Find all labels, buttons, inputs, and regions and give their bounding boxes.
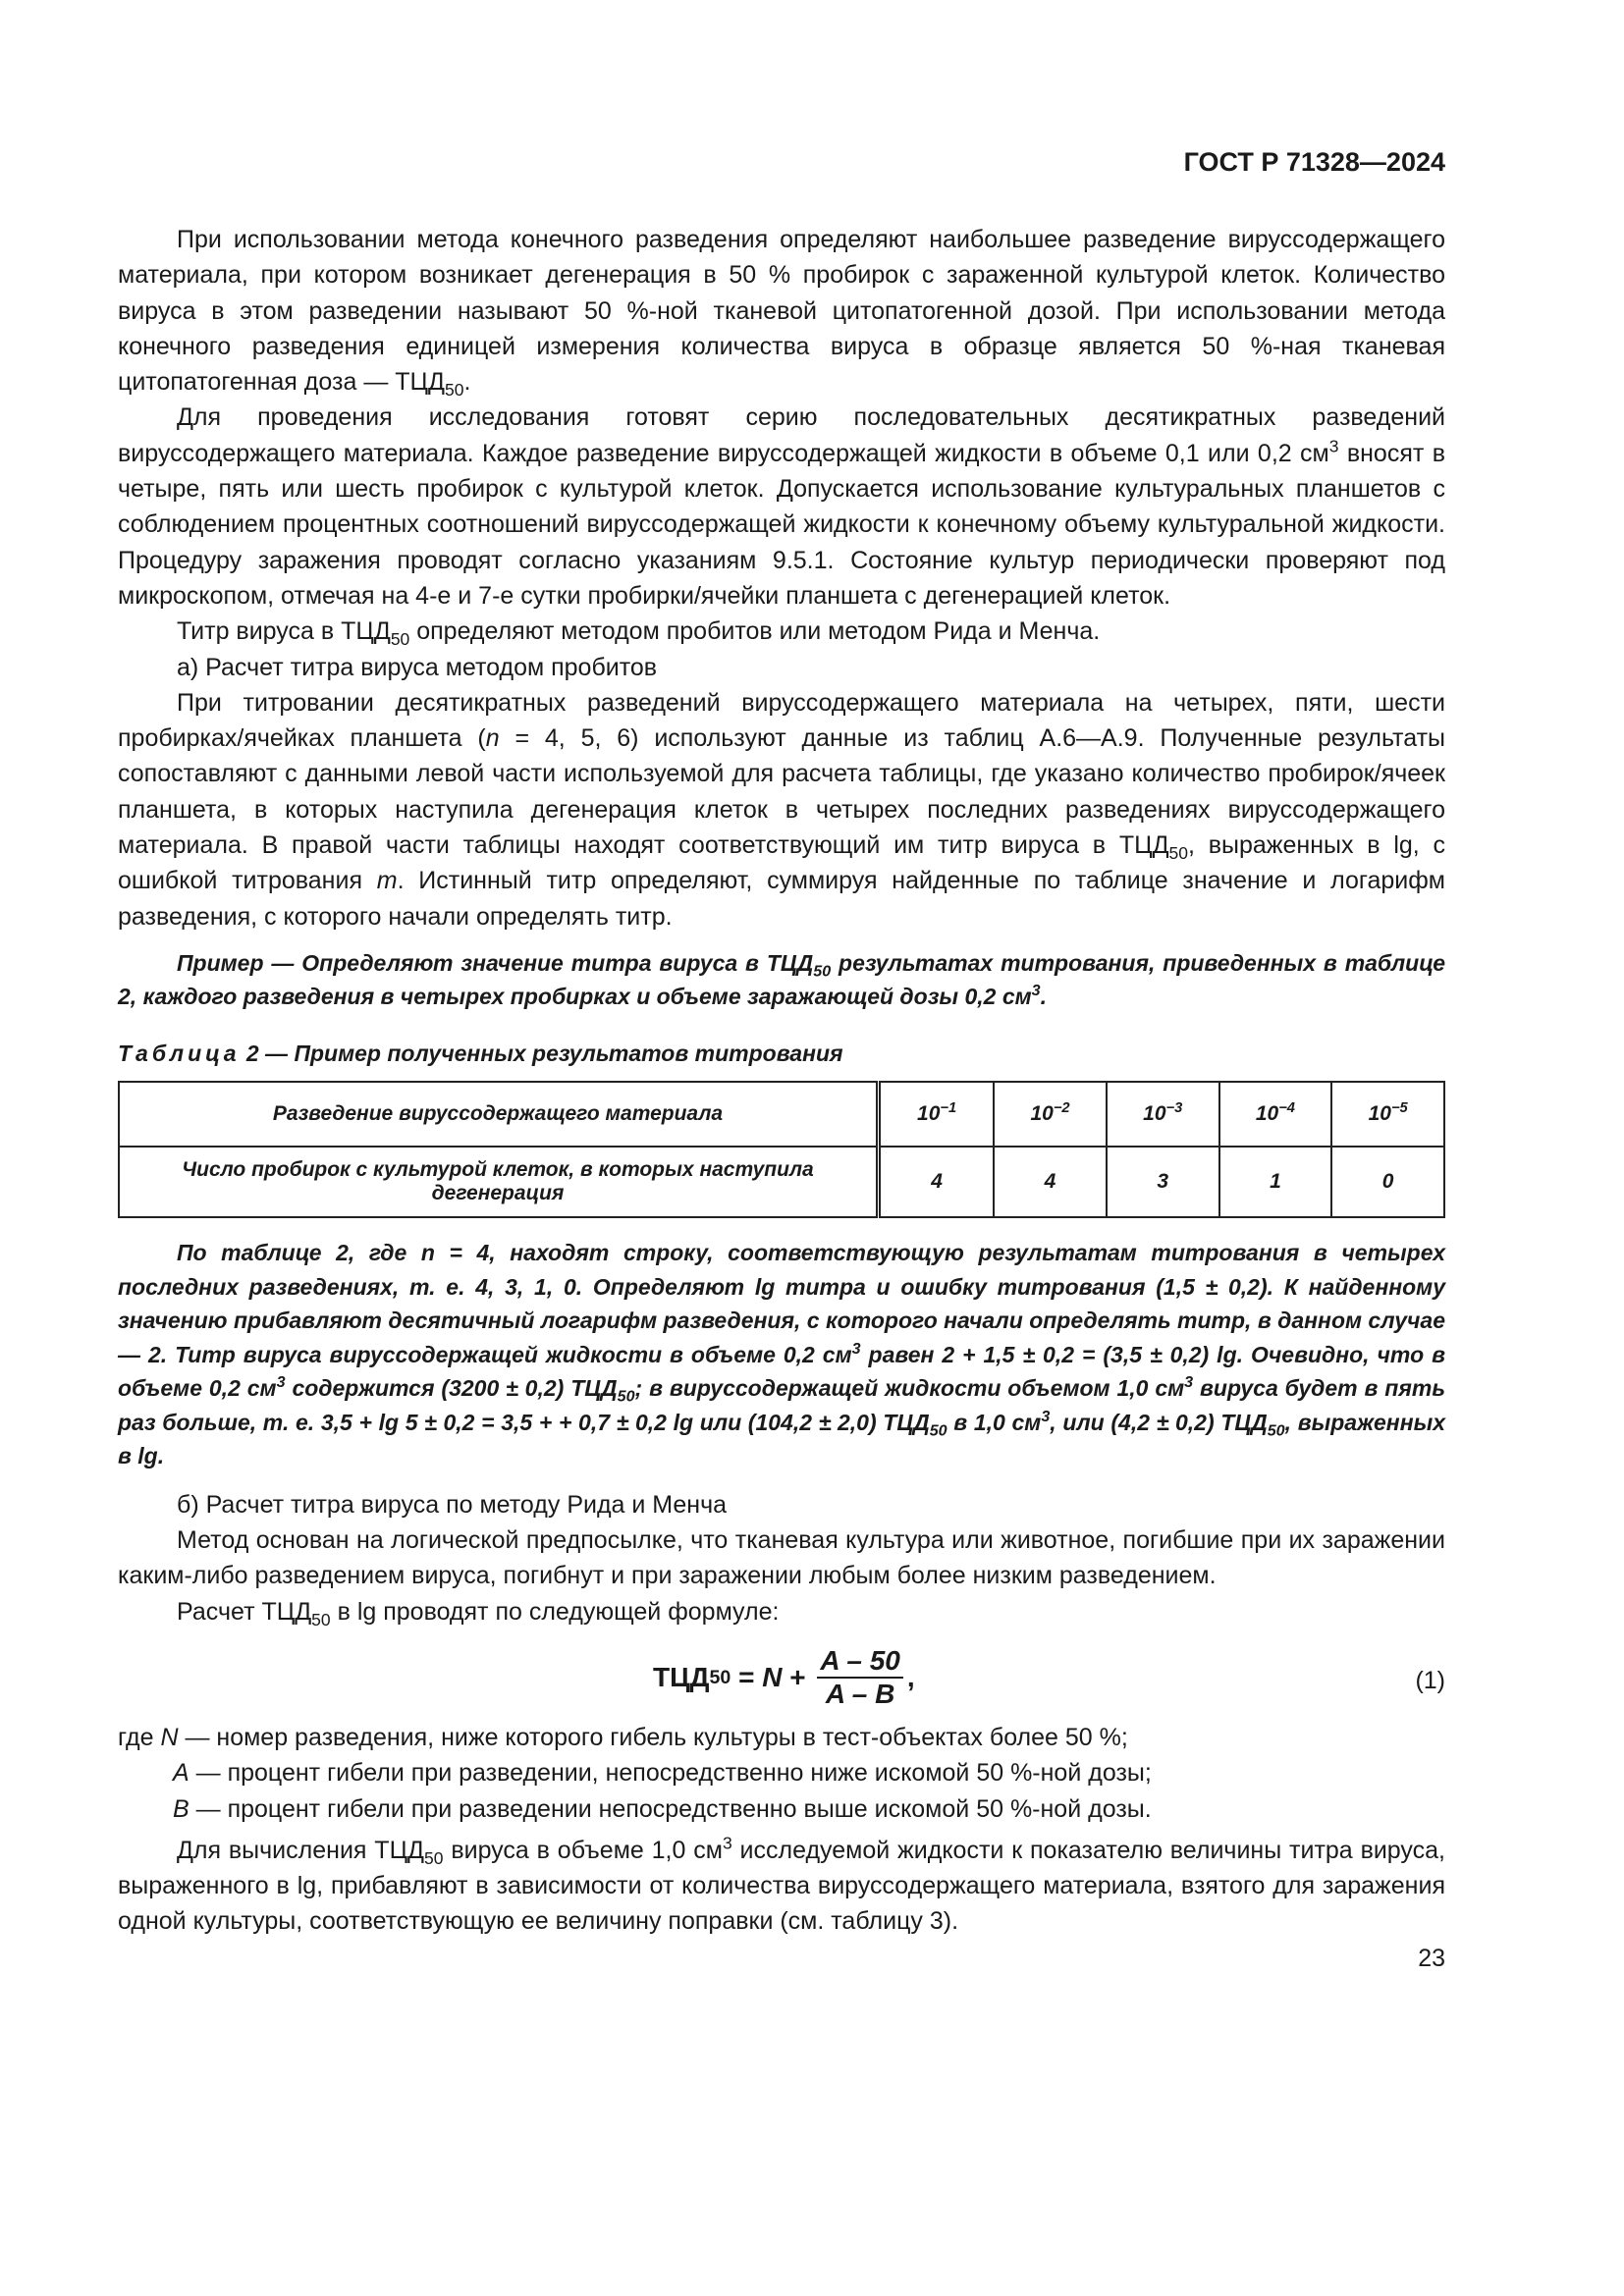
table-2 [118, 1081, 1445, 1218]
table-row-label: Число пробирок с культурой клеток, в которых наступила дегенерация [119, 1147, 879, 1217]
variable-definition-b: B — процент гибели при разведении непосредственно выше искомой 50 %-ной дозы. [173, 1794, 1152, 1823]
table-2-caption: Таблица 2 — Пример полученных результатов титрования [118, 1040, 843, 1066]
document-body [118, 222, 1445, 1940]
page-number: 23 [1418, 1945, 1445, 1972]
paragraph-formula-intro: Расчет $ТЦД_{50}$ в lg проводят по следующей формуле: [177, 1597, 780, 1629]
table-cell-dilution: $10^{-2}$ [994, 1082, 1107, 1147]
formula-expression: ТЦД 50 = N + $\frac{A - 50}{A - B}$ , [653, 1644, 915, 1709]
table-cell-dilution: $10^{-5}$ [1331, 1082, 1444, 1147]
table-cell-count: 4 [879, 1147, 995, 1217]
example-probit: Пример — Определяют значение титра вируса в $ТЦД_{50}$ результатах титрования, приведенных в таблице 2, каждого разведения в четырех пробирках и объеме заражающей дозы 0,2 $см^3$. [118, 949, 1446, 1010]
table-cell-count: 4 [994, 1147, 1107, 1217]
table-cell-count: 0 [1331, 1147, 1444, 1217]
table-cell-count: 3 [1107, 1147, 1219, 1217]
table-cell-dilution: $10^{-4}$ [1219, 1082, 1332, 1147]
table-row [119, 1082, 1444, 1147]
paragraph-probit-method: При титровании десятикратных разведений вируссодержащего материала на четырех, пяти, шести пробирках/ячейках планшета (n = 4, 5, 6) используют данные из таблиц А.6—А.9. Полученные результаты сопоставляют с данными левой части используемой для расчета таблицы, где указано количество пробирок/ячеек планшета, в которых наступила дегенерация клеток в четырех последних разведениях вируссодержащего материала. В правой части таблицы находят соответствующий им титр вируса в $ТЦД_{50}$, выраженных в lg, с ошибкой титрования m. Истинный титр определяют, суммируя найденные по таблице значение и логарифм разведения, с которого начали определять титр. [118, 688, 1445, 931]
section-b-heading: б) Расчет титра вируса по методу Рида и Менча [177, 1490, 728, 1519]
formula-number: (1) [1415, 1666, 1445, 1694]
paragraph-preparation: Для проведения исследования готовят серию последовательных десятикратных разведений вируссодержащего материала. Каждое разведение вируссодержащей жидкости в объеме 0,1 или 0,2 $см^3$ вносят в четыре, пять или шесть пробирок с культурой клеток. Допускается использование культуральных планшетов с соблюдением процентных соотношений вируссодержащей жидкости к конечному объему культуральной жидкости. Процедуру заражения проводят согласно указаниям 9.5.1. Состояние культур периодически проверяют под микроскопом, отмечая на 4-е и 7-е сутки пробирки/ячейки планшета с дегенерацией клеток. [118, 403, 1445, 610]
example-table-2-calculation: По таблице 2, где n = 4, находят строку, соответствующую результатам титрования в четырех последних разведениях, т. е. 4, 3, 1, 0. Определяют lg титра и ошибку титрования (1,5 ± 0,2). К найденному значению прибавляют десятичный логарифм разведения, с которого начали определять титр, в данном случае — 2. Титр вируса вируссодержащей жидкости в объеме 0,2 $см^3$ равен 2 + 1,5 ± 0,2 = (3,5 ± 0,2) lg. Очевидно, что в объеме 0,2 $см^3$ содержится (3200 ± 0,2) $ТЦД_{50}$; в вируссодержащей жидкости объемом 1,0 $см^3$ вируса будет в пять раз больше, т. е. 3,5 + lg 5 ± 0,2 = 3,5 + + 0,7 ± 0,2 lg или (104,2 ± 2,0) $ТЦД_{50}$ в 1,0 $см^3$, или (4,2 ± 0,2) $ТЦД_{50}$, выраженных в lg. [118, 1240, 1446, 1469]
variable-definition-n: где N — номер разведения, ниже которого гибель культуры в тест-объектах более 50 %; [118, 1723, 1128, 1751]
paragraph-correction: Для вычисления $ТЦД_{50}$ вируса в объеме 1,0 $см^3$ исследуемой жидкости к показателю величины титра вируса, выраженного в lg, прибавляют в зависимости от количества вируссодержащего материала, взятого для заражения одной культуры, соответствующую ее величину поправки (см. таблицу 3). [118, 1833, 1446, 1936]
variable-definition-a: A — процент гибели при разведении, непосредственно ниже искомой 50 %-ной дозы; [173, 1759, 1152, 1788]
document-header: ГОСТ Р 71328—2024 [1183, 147, 1445, 177]
table-cell-count: 1 [1219, 1147, 1332, 1217]
formula-1 [118, 1639, 1445, 1720]
table-cell-dilution: $10^{-3}$ [1107, 1082, 1219, 1147]
table-row [119, 1147, 1444, 1217]
section-a-heading: а) Расчет титра вируса методом пробитов [177, 653, 658, 681]
table-cell-dilution: $10^{-1}$ [879, 1082, 995, 1147]
formula-fraction: $\frac{A - 50}{A - B}$ [817, 1645, 902, 1710]
table-row-label: Разведение вируссодержащего материала [119, 1082, 879, 1147]
paragraph-endpoint-dilution: При использовании метода конечного разведения определяют наибольшее разведение вируссодержащего материала, при котором возникает дегенерация в 50 % пробирок с зараженной культурой клеток. Количество вируса в этом разведении называют 50 %-ной тканевой цитопатогенной дозой. При использовании метода конечного разведения единицей измерения количества вируса в образце является 50 %-ная тканевая цитопатогенная доза — $ТЦД_{50}$. [118, 226, 1445, 400]
paragraph-reed-muench-premise: Метод основан на логической предпосылке, что тканевая культура или животное, погибшие при их заражении каким-либо разведением вируса, погибнут и при заражении любым более низким разведением. [118, 1526, 1445, 1590]
paragraph-titer-methods: Титр вируса в $ТЦД_{50}$ определяют методом пробитов или методом Рида и Менча. [177, 617, 1101, 650]
